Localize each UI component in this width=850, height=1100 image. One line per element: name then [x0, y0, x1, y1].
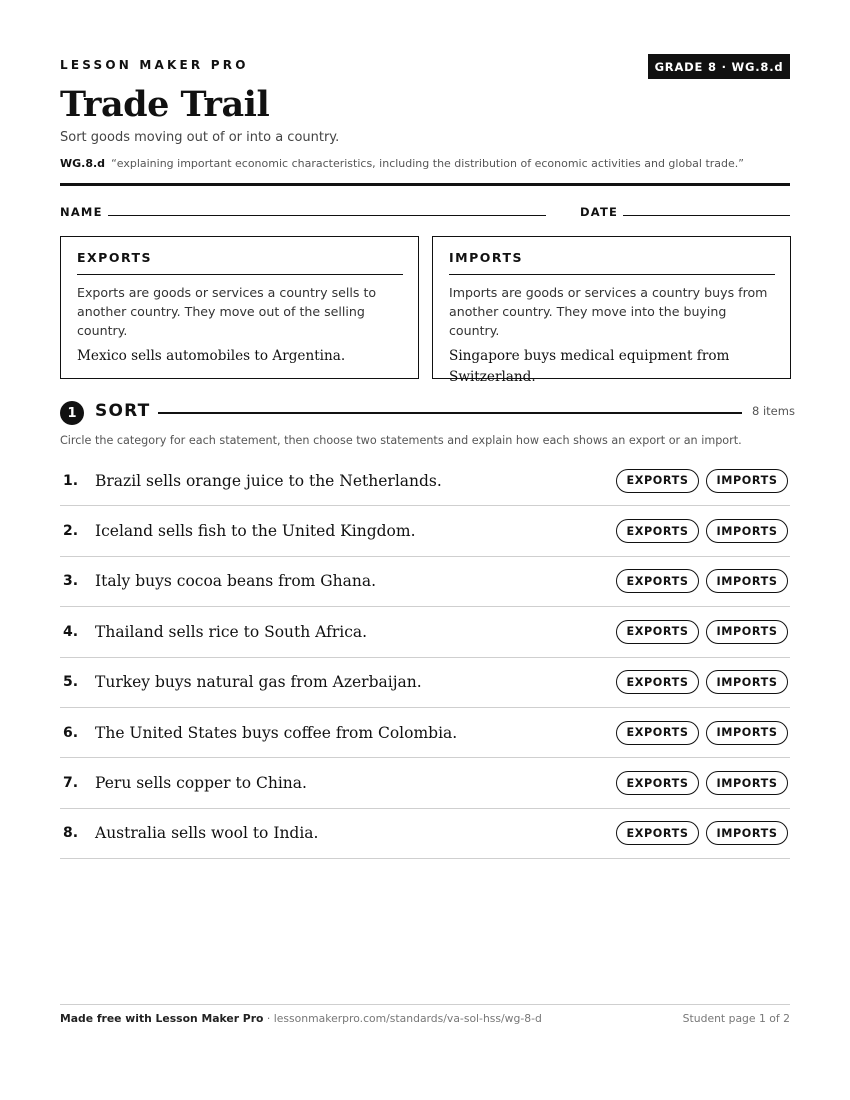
item-number: 2. [63, 523, 79, 540]
exports-choice[interactable]: EXPORTS [616, 670, 699, 694]
page-indicator: Student page 1 of 2 [682, 1012, 790, 1025]
item-number: 7. [63, 775, 79, 792]
item-statement: Turkey buys natural gas from Azerbaijan. [95, 673, 422, 692]
section-number-badge: 1 [60, 401, 84, 425]
instructions: Circle the category for each statement, then choose two statements and explain how each shows an export or an import. [60, 434, 742, 447]
worksheet-subtitle: Sort goods moving out of or into a country. [60, 130, 340, 145]
exports-choice[interactable]: EXPORTS [616, 821, 699, 845]
imports-choice[interactable]: IMPORTS [706, 519, 788, 543]
footer-divider [60, 1004, 790, 1005]
item-number: 8. [63, 825, 79, 842]
list-item [60, 557, 790, 607]
exports-choice[interactable]: EXPORTS [616, 721, 699, 745]
exports-choice[interactable]: EXPORTS [616, 519, 699, 543]
item-statement: Italy buys cocoa beans from Ghana. [95, 572, 377, 591]
item-statement: Iceland sells fish to the United Kingdom. [95, 522, 416, 541]
item-statement: Thailand sells rice to South Africa. [95, 622, 368, 641]
worksheet-title: Trade Trail [60, 84, 270, 125]
imports-choice[interactable]: IMPORTS [706, 771, 788, 795]
date-field[interactable] [623, 215, 790, 216]
section-title: SORT [95, 401, 151, 421]
list-item [60, 708, 790, 758]
standard-text: “explaining important economic characteristics, including the distribution of economic activities and global trade.” [111, 157, 744, 170]
imports-heading: IMPORTS [449, 250, 775, 275]
imports-choice[interactable]: IMPORTS [706, 569, 788, 593]
header-divider [60, 183, 790, 186]
imports-choice[interactable]: IMPORTS [706, 721, 788, 745]
exports-choice[interactable]: EXPORTS [616, 771, 699, 795]
item-statement: Australia sells wool to India. [95, 824, 319, 843]
footer-credit [60, 1012, 542, 1025]
item-number: 1. [63, 472, 79, 489]
exports-definition-box [60, 236, 419, 379]
name-field[interactable] [108, 215, 546, 216]
list-item [60, 758, 790, 808]
list-item [60, 456, 790, 506]
item-count: 8 items [752, 404, 795, 418]
item-statement: The United States buys coffee from Colombia. [95, 723, 458, 742]
list-item [60, 607, 790, 657]
imports-choice[interactable]: IMPORTS [706, 620, 788, 644]
sort-item-list [60, 456, 790, 859]
item-statement: Brazil sells orange juice to the Netherlands. [95, 471, 442, 490]
footer-made-with: Made free with Lesson Maker Pro [60, 1012, 264, 1025]
list-item [60, 809, 790, 859]
imports-choice[interactable]: IMPORTS [706, 821, 788, 845]
date-label: DATE [580, 205, 619, 219]
exports-choice[interactable]: EXPORTS [616, 620, 699, 644]
list-item [60, 506, 790, 556]
item-number: 4. [63, 623, 79, 640]
exports-choice[interactable]: EXPORTS [616, 569, 699, 593]
standard-code: WG.8.d [60, 157, 106, 170]
exports-definition: Exports are goods or services a country sells to another country. They move out of the selling country. [77, 285, 377, 338]
footer-url[interactable]: · lessonmakerpro.com/standards/va-sol-hss/wg-8-d [263, 1012, 542, 1025]
item-statement: Peru sells copper to China. [95, 774, 307, 793]
imports-example: Singapore buys medical equipment from Switzerland. [449, 348, 730, 385]
imports-choice[interactable]: IMPORTS [706, 670, 788, 694]
item-number: 3. [63, 573, 79, 590]
imports-choice[interactable]: IMPORTS [706, 469, 788, 493]
exports-heading: EXPORTS [77, 250, 403, 275]
item-number: 6. [63, 724, 79, 741]
item-number: 5. [63, 674, 79, 691]
imports-definition: Imports are goods or services a country buys from another country. They move into the buying country. [449, 285, 768, 338]
name-label: NAME [60, 205, 103, 219]
exports-choice[interactable]: EXPORTS [616, 469, 699, 493]
grade-badge: GRADE 8 · WG.8.d [648, 54, 790, 79]
standard-line [60, 157, 744, 170]
exports-example: Mexico sells automobiles to Argentina. [77, 348, 346, 364]
section-divider [158, 412, 742, 414]
imports-definition-box [432, 236, 791, 385]
brand-name: LESSON MAKER PRO [60, 58, 249, 72]
list-item [60, 658, 790, 708]
